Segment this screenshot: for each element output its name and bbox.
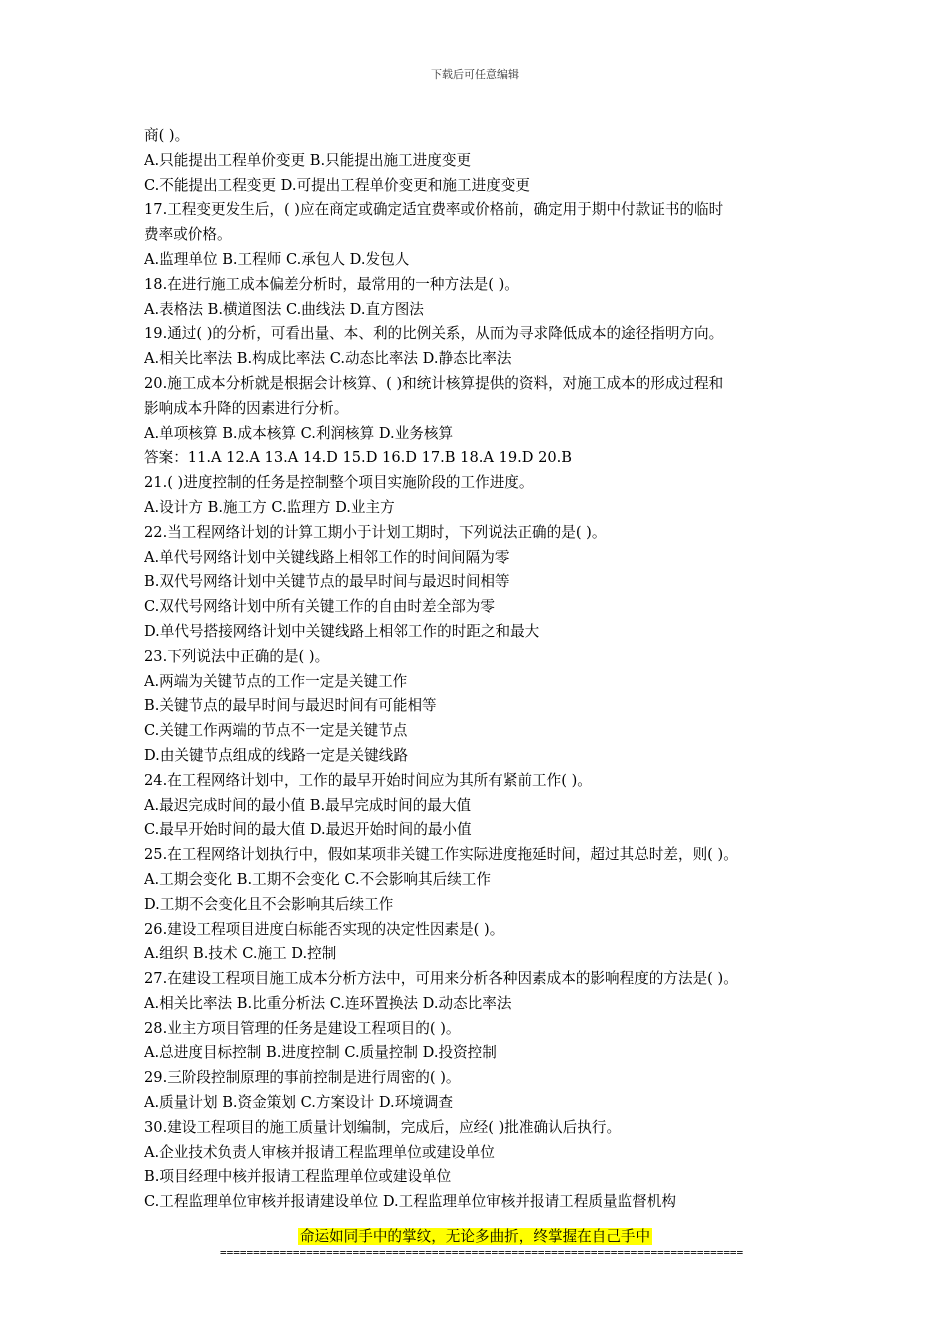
text-line: 27.在建设工程项目施工成本分析方法中，可用来分析各种因素成本的影响程度的方法是( )。 (144, 970, 738, 988)
text-line: A.只能提出工程单价变更 B.只能提出施工进度变更 (144, 151, 472, 169)
text-line: A.设计方 B.施工方 C.监理方 D.业主方 (144, 498, 395, 516)
text-line: C.工程监理单位审核并报请建设单位 D.工程监理单位审核并报请工程质量监督机构 (144, 1193, 676, 1211)
text-line: 25.在工程网络计划执行中，假如某项非关键工作实际进度拖延时间，超过其总时差，则( )。 (144, 846, 738, 864)
text-line: 26.建设工程项目进度白标能否实现的决定性因素是( )。 (144, 920, 505, 938)
text-line: 30.建设工程项目的施工质量计划编制，完成后，应经( )批准确认后执行。 (144, 1118, 622, 1136)
text-line: 29.三阶段控制原理的事前控制是进行周密的( )。 (144, 1069, 461, 1087)
text-line: A.总进度目标控制 B.进度控制 C.质量控制 D.投资控制 (144, 1044, 497, 1062)
text-line: 17.工程变更发生后，( )应在商定或确定适宜费率或价格前，确定用于期中付款证书的临时 (144, 201, 724, 219)
footer-motto-text: 命运如同手中的掌纹，无论多曲折，终掌握在自己手中 (299, 1228, 651, 1245)
document-body (144, 124, 816, 1215)
text-line: A.监理单位 B.工程师 C.承包人 D.发包人 (144, 250, 410, 268)
text-line: 费率或价格。 (144, 226, 232, 244)
text-line: A.质量计划 B.资金策划 C.方案设计 D.环境调查 (144, 1094, 454, 1112)
text-line: C.不能提出工程变更 D.可提出工程单价变更和施工进度变更 (144, 176, 530, 194)
text-line: 影响成本升降的因素进行分析。 (144, 399, 349, 417)
text-line: 18.在进行施工成本偏差分析时，最常用的一种方法是( )。 (144, 275, 519, 293)
text-line: A.单项核算 B.成本核算 C.利润核算 D.业务核算 (144, 424, 454, 442)
text-line: 商( )。 (144, 127, 190, 144)
text-line: D.由关键节点组成的线路一定是关键线路 (144, 746, 408, 764)
text-line: A.组织 B.技术 C.施工 D.控制 (144, 945, 337, 963)
text-line: A.企业技术负责人审核并报请工程监理单位或建设单位 (144, 1143, 495, 1161)
text-line: A.单代号网络计划中关键线路上相邻工作的时间间隔为零 (144, 548, 510, 566)
text-line: 28.业主方项目管理的任务是建设工程项目的( )。 (144, 1019, 461, 1037)
text-line: A.表格法 B.横道图法 C.曲线法 D.直方图法 (144, 300, 424, 318)
text-line: A.相关比率法 B.构成比率法 C.动态比率法 D.静态比率法 (144, 350, 512, 368)
text-line: B.项目经理中核并报请工程监理单位或建设单位 (144, 1168, 452, 1186)
text-line: 20.施工成本分析就是根据会计核算、( )和统计核算提供的资料，对施工成本的形成过程和 (144, 374, 724, 392)
text-line: 22.当工程网络计划的计算工期小于计划工期时，下列说法正确的是( )。 (144, 523, 607, 541)
text-line: B.双代号网络计划中关键节点的最早时间与最迟时间相等 (144, 573, 510, 591)
text-line: 19.通过( )的分析，可看出量、本、利的比例关系，从而为寻求降低成本的途径指明方向。 (144, 325, 724, 343)
text-line: D.单代号搭接网络计划中关键线路上相邻工作的时距之和最大 (144, 622, 540, 640)
text-line: 24.在工程网络计划中，工作的最早开始时间应为其所有紧前工作( )。 (144, 771, 592, 789)
text-line: A.两端为关键节点的工作一定是关键工作 (144, 672, 408, 690)
text-line: D.工期不会变化且不会影响其后续工作 (144, 895, 394, 913)
page-header: 下载后可任意编辑 (431, 68, 519, 81)
footer-motto (0, 1227, 950, 1247)
text-line: C.最早开始时间的最大值 D.最迟开始时间的最小值 (144, 821, 472, 839)
text-line: 21.( )进度控制的任务是控制整个项目实施阶段的工作进度。 (144, 474, 534, 492)
text-line: 23.下列说法中正确的是( )。 (144, 647, 330, 665)
footer-rule: =============================================================================== (220, 1246, 744, 1259)
text-line: C.双代号网络计划中所有关键工作的自由时差全部为零 (144, 598, 495, 616)
text-line: A.工期会变化 B.工期不会变化 C.不会影响其后续工作 (144, 870, 491, 888)
text-line: A.相关比率法 B.比重分析法 C.连环置换法 D.动态比率法 (144, 994, 512, 1012)
text-line: B.关键节点的最早时间与最迟时间有可能相等 (144, 697, 437, 715)
text-line: C.关键工作两端的节点不一定是关键节点 (144, 722, 408, 740)
text-line: A.最迟完成时间的最小值 B.最早完成时间的最大值 (144, 796, 472, 814)
text-line: 答案：11.A 12.A 13.A 14.D 15.D 16.D 17.B 18.A 19.D 20.B (144, 449, 573, 467)
